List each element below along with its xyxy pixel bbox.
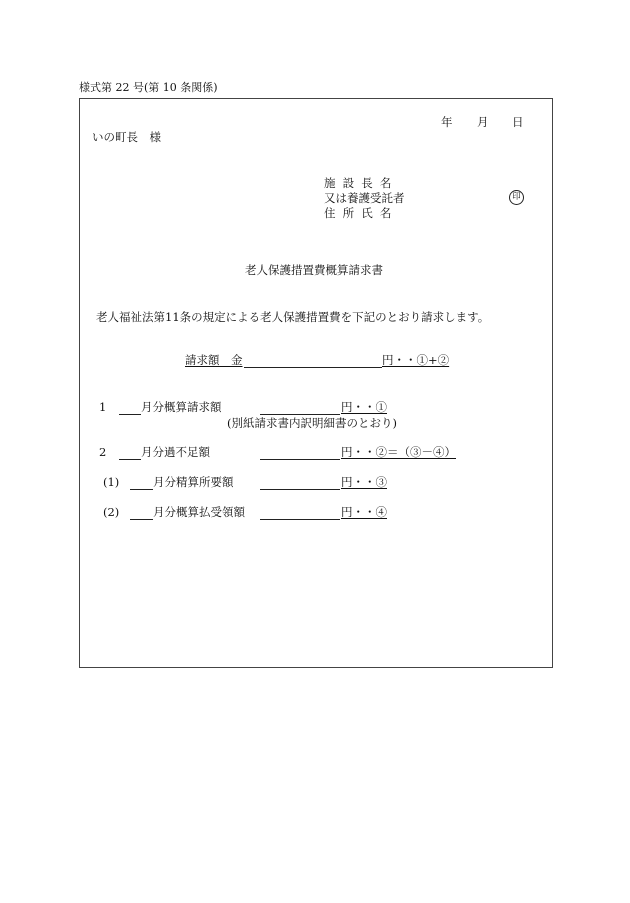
- seal-mark: 印: [509, 190, 524, 205]
- date-day: 日: [512, 115, 524, 129]
- claim-unit: 円・・①+②: [382, 353, 450, 367]
- form-frame: [79, 98, 553, 668]
- item-2-number: 2: [99, 445, 107, 459]
- form-number: 様式第 22 号(第 10 条関係): [79, 81, 218, 94]
- item-2-2-month-blank: [130, 519, 153, 520]
- item-1-unit: 円・・①: [341, 400, 387, 414]
- address-name-label: 住所氏名: [324, 206, 399, 220]
- item-2-1-label: 月分精算所要額: [153, 475, 234, 489]
- date-year: 年: [441, 115, 453, 129]
- facility-head-label: 施設長名: [324, 176, 399, 190]
- document-title: 老人保護措置費概算請求書: [245, 263, 383, 277]
- item-1-label: 月分概算請求額: [141, 400, 222, 414]
- guardian-label: 又は養護受託者: [324, 191, 405, 205]
- date-month: 月: [477, 115, 489, 129]
- item-2-2-label: 月分概算払受領額: [153, 505, 245, 519]
- item-1-number: 1: [99, 400, 107, 414]
- item-2-unit: 円・・②＝（③－④）: [341, 445, 456, 459]
- request-statement: 老人福祉法第11条の規定による老人保護措置費を下記のとおり請求します。: [96, 310, 490, 324]
- item-2-2-amount-line: [260, 519, 340, 520]
- item-2-2-number: (2): [103, 505, 120, 519]
- item-2-2-unit: 円・・④: [341, 505, 387, 519]
- claim-amount-line: [244, 367, 382, 368]
- item-1-month-blank: [119, 414, 141, 415]
- addressee: いの町長 様: [92, 130, 161, 144]
- item-2-month-blank: [119, 459, 141, 460]
- item-2-1-number: (1): [103, 475, 120, 489]
- item-1-amount-line: [260, 414, 340, 415]
- item-2-1-amount-line: [260, 489, 340, 490]
- item-2-1-unit: 円・・③: [341, 475, 387, 489]
- item-2-amount-line: [260, 459, 340, 460]
- item-1-note: (別紙請求書内訳明細書のとおり): [227, 416, 397, 430]
- claim-label: 請求額 金: [185, 353, 243, 367]
- item-2-1-month-blank: [130, 489, 153, 490]
- item-2-label: 月分過不足額: [141, 445, 210, 459]
